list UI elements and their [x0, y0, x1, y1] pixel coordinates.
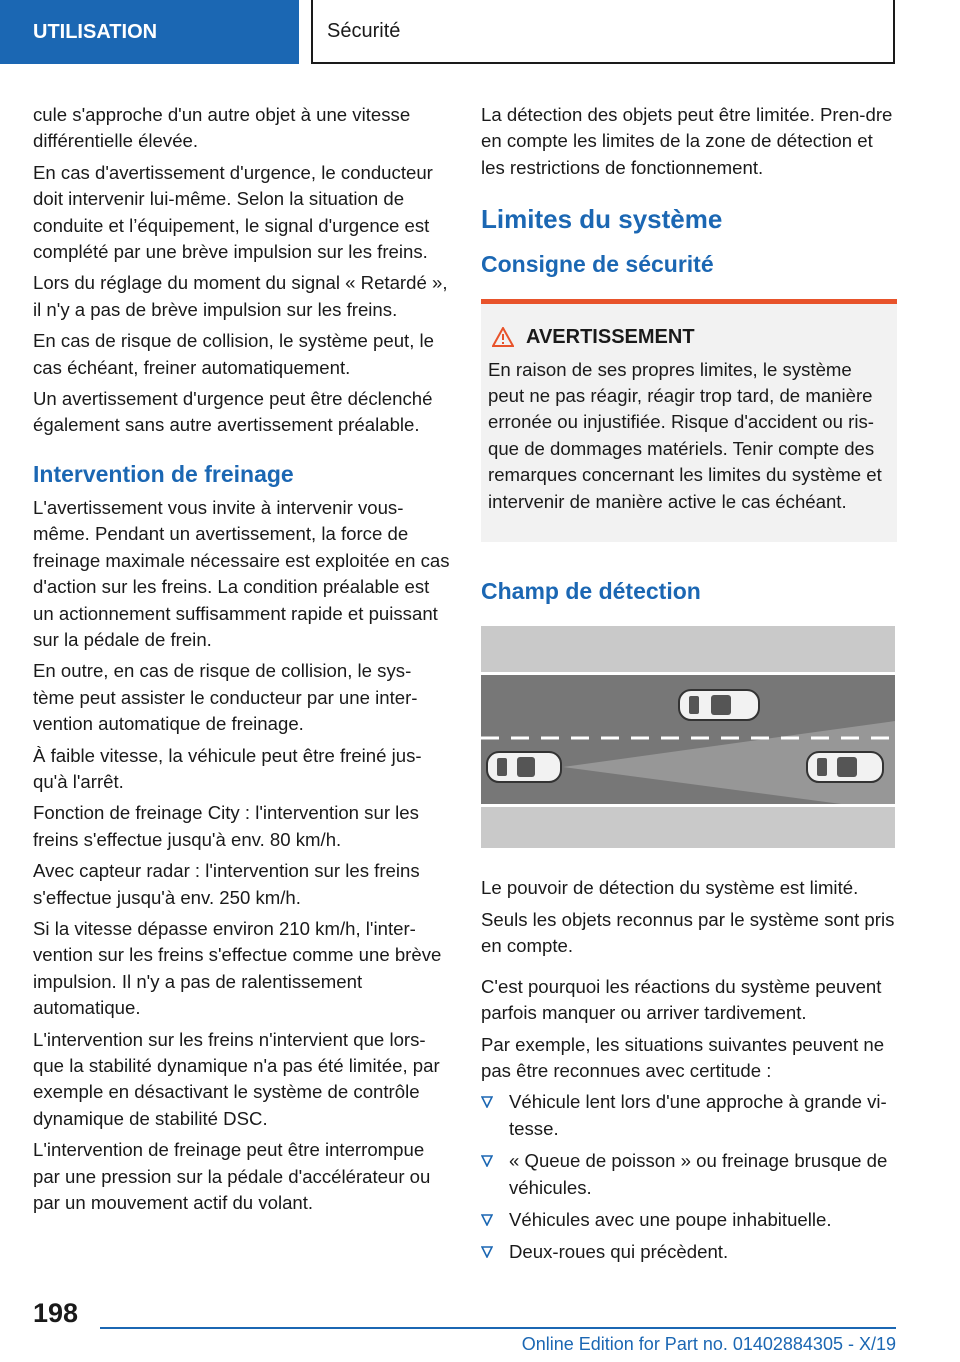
list-item-text: « Queue de poisson » ou freinage brusque de véhicules. [509, 1150, 888, 1198]
paragraph: En cas d'avertissement d'urgence, le conducteur doit intervenir lui-même. Selon la situation de conduite et l’équipement, le signal d'urgence est complété par une brève impulsion sur les freins. [33, 161, 433, 263]
paragraph: L'intervention sur les freins n'intervient que lors-que la stabilité dynamique n'a pas été limitée, par exemple en désactivant le système de contrôle dynamique de stabilité DSC. [33, 1028, 440, 1129]
warning-title-text: AVERTISSEMENT [526, 326, 695, 349]
page-number: 198 [33, 1298, 79, 1328]
bullet-triangle-icon [481, 1214, 493, 1226]
paragraph: Un avertissement d'urgence peut être déclenché également sans autre avertissement préalable. [33, 388, 433, 436]
paragraph: À faible vitesse, la véhicule peut être freiné jus-qu'à l'arrêt. [33, 744, 422, 792]
detection-field-illustration [481, 626, 895, 848]
bullet-triangle-icon [481, 1096, 493, 1108]
car-icon [679, 690, 759, 720]
heading-consigne: Consigne de sécurité [481, 251, 714, 278]
paragraph: Par exemple, les situations suivantes peuvent ne pas être reconnues avec certitude : [481, 1033, 885, 1081]
paragraph: La détection des objets peut être limitée. Pren-dre en compte les limites de la zone de détection et les restrictions de fonctionnement. [481, 104, 893, 178]
paragraph: Si la vitesse dépasse environ 210 km/h, l'inter-vention sur les freins s'effectue comme une brève impulsion. Il n'y a pas de ralentissement automatique. [33, 917, 442, 1019]
warning-text: En raison de ses propres limites, le système peut ne pas réagir, réagir trop tard, de manière erronée ou injustifiée. Risque d'accident ou ris-que de dommages matériels. Tenir compte des remarques concernant les limites du système et intervenir de manière active le cas échéant. [488, 358, 882, 512]
heading-limites: Limites du système [481, 204, 723, 235]
paragraph: Seuls les objets reconnus par le système sont pris en compte. [481, 908, 895, 957]
paragraph: Fonction de freinage City : l'intervention sur les freins s'effectue jusqu'à env. 80 km/h. [33, 802, 419, 850]
left-column [33, 102, 451, 1221]
paragraph: L'avertissement vous invite à intervenir vous-même. Pendant un avertissement, la force de freinage maximale nécessaire est exploitée en cas d'action sur les freins. La condition préalable est un actionnement suffisamment rapide et puissant sur la pédale de frein. [33, 496, 450, 650]
section-tab: UTILISATION [0, 0, 299, 64]
paragraph: Avec capteur radar : l'intervention sur les freins s'effectue jusqu'à env. 250 km/h. [33, 860, 420, 908]
list-item [481, 1239, 897, 1265]
list-item-text: Véhicules avec une poupe inhabituelle. [509, 1208, 832, 1230]
paragraph: Le pouvoir de détection du système est limité. [481, 877, 859, 899]
footer-divider [100, 1327, 896, 1329]
limitations-list [481, 1089, 897, 1265]
paragraph: En cas de risque de collision, le système peut, le cas échéant, freiner automatiquement. [33, 330, 435, 378]
list-item-text: Véhicule lent lors d'une approche à grande vi-tesse. [509, 1091, 887, 1139]
bullet-triangle-icon [481, 1155, 493, 1167]
warning-triangle-icon [492, 327, 514, 347]
heading-champ: Champ de détection [481, 578, 701, 605]
car-icon [807, 752, 883, 782]
page-section-title: Sécurité [311, 0, 895, 64]
right-column [481, 102, 897, 1272]
warning-title [488, 324, 891, 350]
list-item [481, 1148, 897, 1201]
paragraph: En outre, en cas de risque de collision, le sys-tème peut assister le conducteur par une inter-vention automatique de freinage. [33, 660, 418, 735]
paragraph: L'intervention de freinage peut être interrompue par une pression sur la pédale d'accélérateur ou par un mouvement actif du volant. [33, 1139, 431, 1214]
list-item [481, 1089, 897, 1142]
list-item-text: Deux-roues qui précèdent. [509, 1241, 729, 1263]
heading-intervention: Intervention de freinage [33, 460, 294, 487]
paragraph: cule s'approche d'un autre objet à une vitesse différentielle élevée. [33, 104, 411, 152]
warning-box [481, 299, 897, 542]
road-edge-bottom [481, 804, 895, 807]
bullet-triangle-icon [481, 1246, 493, 1258]
road-edge-top [481, 672, 895, 675]
paragraph: Lors du réglage du moment du signal « Retardé », il n'y a pas de brève impulsion sur les freins. [33, 272, 448, 320]
list-item [481, 1207, 897, 1233]
paragraph: C'est pourquoi les réactions du système peuvent parfois manquer ou arriver tardivement. [481, 975, 882, 1024]
footer-edition: Online Edition for Part no. 01402884305 - X/19 [521, 1334, 896, 1354]
car-icon [487, 752, 561, 782]
